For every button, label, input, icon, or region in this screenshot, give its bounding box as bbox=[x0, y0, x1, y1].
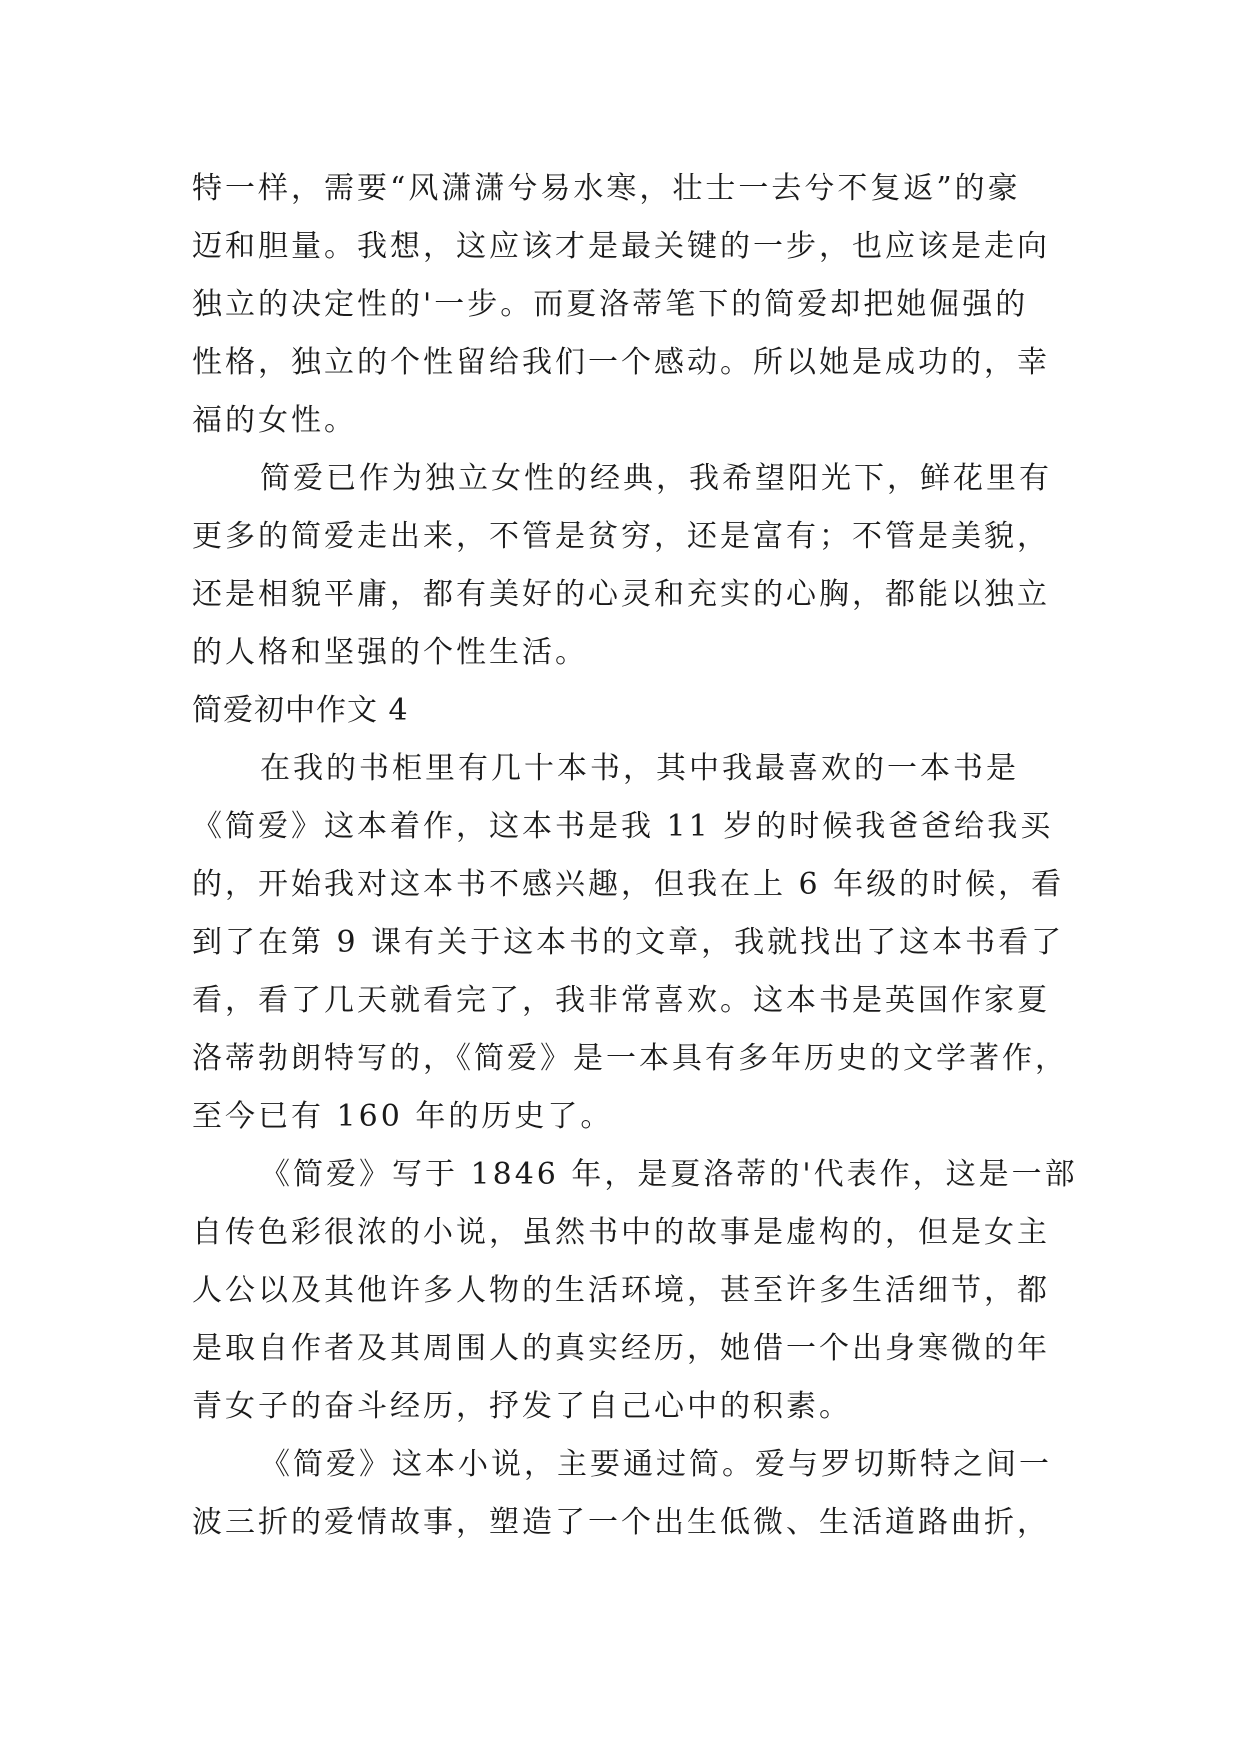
text-line: 还是相貌平庸，都有美好的心灵和充实的心胸，都能以独立 bbox=[192, 577, 1050, 612]
text-line: 《简爱》这本小说，主要通过简。爱与罗切斯特之间一 bbox=[260, 1447, 1052, 1482]
body-text bbox=[192, 160, 1078, 1552]
text-line: 的，开始我对这本书不感兴趣，但我在上 6 年级的时候，看 bbox=[192, 867, 1065, 902]
text-line: 看，看了几天就看完了，我非常喜欢。这本书是英国作家夏 bbox=[192, 983, 1050, 1018]
text-line: 福的女性。 bbox=[192, 403, 357, 438]
text-line: 自传色彩很浓的小说，虽然书中的故事是虚构的，但是女主 bbox=[192, 1215, 1050, 1250]
text-line: 是取自作者及其周围人的真实经历，她借一个出身寒微的年 bbox=[192, 1331, 1050, 1366]
text-line: 在我的书柜里有几十本书，其中我最喜欢的一本书是 bbox=[260, 751, 1019, 786]
text-line: 更多的简爱走出来，不管是贫穷，还是富有；不管是美貌， bbox=[192, 519, 1050, 554]
text-line: 的人格和坚强的个性生活。 bbox=[192, 635, 588, 670]
text-line: 《简爱》这本着作，这本书是我 11 岁的时候我爸爸给我买 bbox=[192, 809, 1054, 844]
text-line: 到了在第 9 课有关于这本书的文章，我就找出了这本书看了 bbox=[192, 925, 1065, 960]
text-line: 波三折的爱情故事，塑造了一个出生低微、生活道路曲折， bbox=[192, 1505, 1050, 1540]
text-line: 特一样，需要“风潇潇兮易水寒，壮士一去兮不复返”的豪 bbox=[192, 171, 1021, 206]
text-line: 人公以及其他许多人物的生活环境，甚至许多生活细节，都 bbox=[192, 1273, 1050, 1308]
text-line: 至今已有 160 年的历史了。 bbox=[192, 1099, 614, 1134]
text-line: 独立的决定性的'一步。而夏洛蒂笔下的简爱却把她倔强的 bbox=[192, 287, 1029, 322]
text-line: 简爱已作为独立女性的经典，我希望阳光下，鲜花里有 bbox=[260, 461, 1052, 496]
text-line: 《简爱》写于 1846 年，是夏洛蒂的'代表作，这是一部 bbox=[260, 1157, 1078, 1192]
text-line: 性格，独立的个性留给我们一个感动。所以她是成功的，幸 bbox=[192, 345, 1050, 380]
section-heading: 简爱初中作文 4 bbox=[192, 693, 409, 728]
text-line: 青女子的奋斗经历，抒发了自己心中的积素。 bbox=[192, 1389, 852, 1424]
text-line: 洛蒂勃朗特写的，《简爱》是一本具有多年历史的文学著作， bbox=[192, 1041, 1068, 1076]
text-line: 迈和胆量。我想，这应该才是最关键的一步，也应该是走向 bbox=[192, 229, 1050, 264]
